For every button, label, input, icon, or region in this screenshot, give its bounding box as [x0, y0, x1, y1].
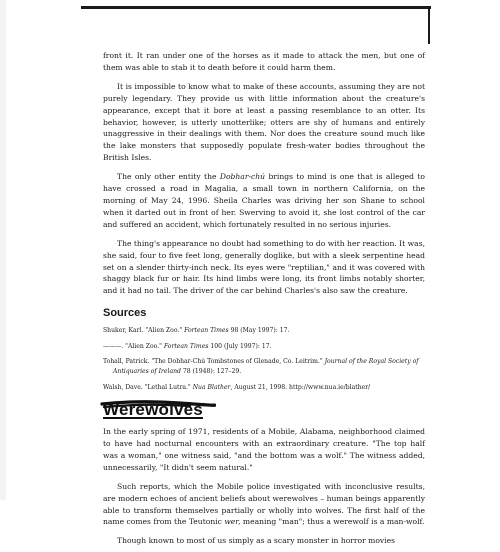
text-run: , August 21, 1998. http://www.nua.ie/blather/ [230, 383, 371, 391]
italic-title: Fortean Times [163, 342, 209, 350]
italic-title: Journal of the Royal Society of Antiquaries of Ireland [113, 358, 419, 375]
source-entry [103, 383, 425, 393]
pen-scribble-mark [100, 400, 216, 426]
body-paragraph: In the early spring of 1971, residents of a Mobile, Alabama, neighborhood claimed to have had nocturnal encounters with an extraordinary creature. "The top half was a woman," one witness said, "and the bottom was a wolf." The witness added, unnecessarily, "It didn't seem natural." [103, 427, 425, 472]
text-run: 100 (July 1997): 17. [208, 342, 272, 350]
text-run: ———. "Alien Zoo." [103, 342, 164, 350]
body-paragraph [103, 481, 425, 529]
section-heading-block [103, 400, 425, 426]
text-run: Shuker, Karl. "Alien Zoo." [103, 327, 185, 335]
text-run: Walsh, Dave. "Lethal Lutra." [103, 383, 193, 391]
sources-heading: Sources [103, 307, 147, 320]
body-paragraph: front it. It ran under one of the horses as it made to attack the men, but one of them was able to stab it to death before it could harm them. [103, 51, 425, 72]
source-entry [103, 326, 425, 336]
body-paragraph: The thing's appearance no doubt had something to do with her reaction. It was, she said, four to five feet long, generally doglike, but with a sleek serpentine head set on a slender thirty-inch neck. Its eyes were "reptilian," and it was covered with shaggy black fur or hair. Its hind limbs were long, its front limbs notably shorter, and it had no tail. The driver of the car behind Charles's also saw the creature. [103, 238, 425, 296]
header-rule [81, 6, 431, 9]
scan-edge [0, 0, 6, 500]
text-run: meaning "man"; thus a werewolf is a man-wolf. [240, 517, 425, 527]
source-entry [103, 357, 425, 376]
text-run: 98 (May 1997): 17. [228, 327, 290, 335]
margin-rule [428, 6, 430, 44]
text-run: Such reports, which the Mobile police investigated with inconclusive results, are modern echoes of ancient beliefs about werewolves – human beings apparently able to transform themselves partially or wholly into wolves. The first half of the name comes from the Teutonic [103, 481, 425, 527]
body-paragraph [103, 171, 425, 231]
italic-term: Dobhar-chú [219, 172, 266, 182]
page-body [103, 50, 425, 552]
text-run: Tohall, Patrick. "The Dobhar-Chú Tombstones of Glenade, Co. Leitrim." [103, 358, 325, 366]
italic-title: Fortean Times [184, 327, 229, 335]
section-title: Werewolves [103, 400, 203, 420]
text-run: The only other entity the [117, 172, 220, 182]
italic-term: wer, [224, 517, 241, 527]
text-run: 78 (1948): 127–29. [180, 367, 242, 375]
body-paragraph: Though known to most of us simply as a scary monster in horror movies [117, 536, 396, 546]
source-entry [103, 342, 425, 352]
body-paragraph: It is impossible to know what to make of these accounts, assuming they are not purely legendary. They provide us with little information about the creature's appearance, except that it bore at least a passing resemblance to an otter. Its behavior, however, is utterly unotterlike; otters are shy of humans and entirely unaggressive in their dealings with them. Nor does the creature sound much like the lake monsters that supposedly populate fresh-water bodies throughout the British Isles. [103, 81, 425, 163]
italic-title: Nua Blather [192, 383, 231, 391]
text-run: brings to mind is one that is alleged to have crossed a road in Magalia, a small town in northern California, on the morning of May 24, 1996. Sheila Charles was driving her son Shane to school when it darted out in front of her. Swerving to avoid it, she lost control of the car and suffered an accident, which fortunately resulted in no serious injuries. [103, 172, 425, 229]
